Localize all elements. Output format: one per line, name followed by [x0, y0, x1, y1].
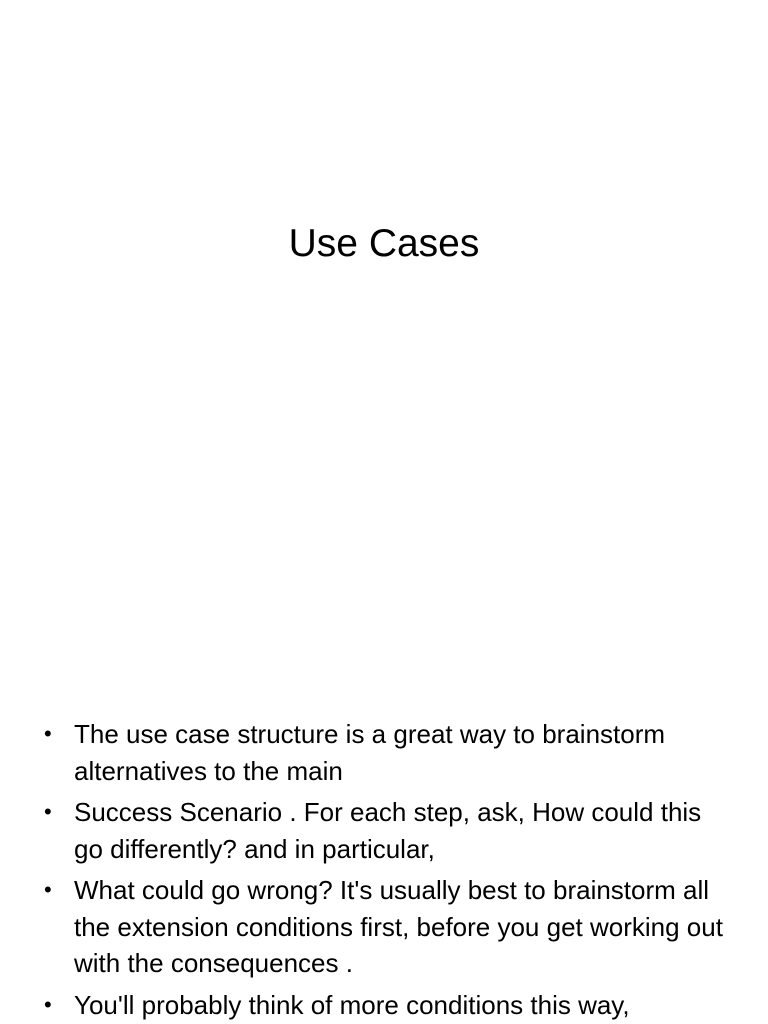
- bullet-text: You'll probably think of more conditions this way,: [74, 989, 630, 1020]
- bullet-text: What could go wrong? It's usually best to brainstorm all the extension conditions first, before you get working out with the consequences .: [74, 875, 723, 978]
- bullet-item: [44, 872, 734, 982]
- bullet-text: The use case structure is a great way to brainstorm alternatives to the main: [74, 719, 666, 786]
- bullet-text: Success Scenario . For each step, ask, How could this go differently? and in particular,: [74, 797, 702, 864]
- bullet-dot-icon: •: [44, 877, 52, 902]
- bullet-item: [44, 716, 734, 789]
- bullet-dot-icon: •: [44, 991, 52, 1017]
- bullet-item: [44, 794, 734, 867]
- bullet-dot-icon: •: [44, 799, 52, 824]
- bullet-list: [44, 716, 734, 1024]
- bullet-dot-icon: •: [44, 721, 52, 746]
- bullet-item: [44, 987, 734, 1024]
- slide-title: Use Cases: [288, 222, 480, 265]
